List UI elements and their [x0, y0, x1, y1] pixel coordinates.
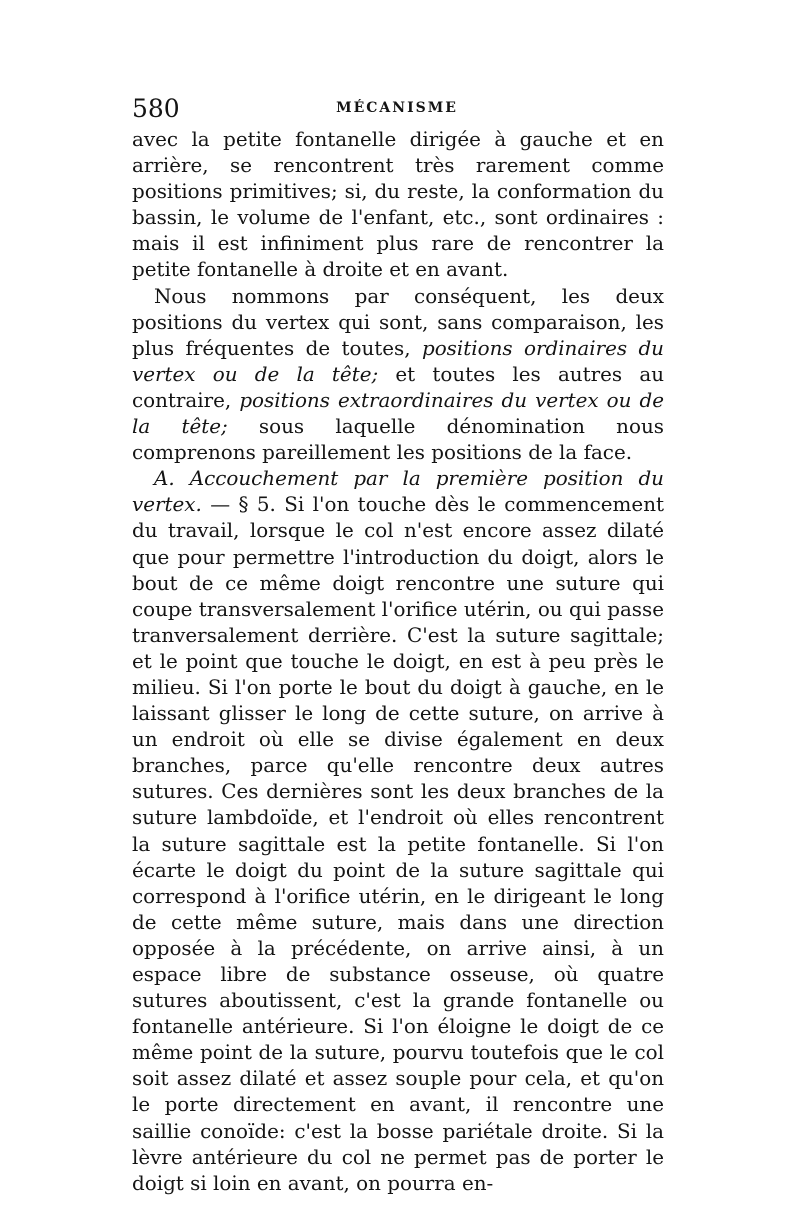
paragraph-2-text-c: et toutes les autres au contraire,: [132, 362, 664, 412]
paragraph-3: [132, 466, 664, 1197]
section-heading: A. Accouchement par la première position du vertex.: [132, 467, 664, 517]
body-text: [132, 127, 664, 1197]
term-extraordinary-positions: positions extraordinaires du vertex ou de la tête;: [132, 388, 664, 439]
paragraph-2-text-a: Nous nommons par conséquent, les deux positions du vertex qui sont, sans comparaison, les plus fréquentes de toutes,: [132, 284, 664, 360]
term-ordinary-positions: positions ordinaires du vertex ou de la tête;: [132, 336, 664, 386]
page-number: 580: [132, 94, 180, 123]
paragraph-2: [132, 284, 664, 467]
paragraph-3-text: — § 5. Si l'on touche dès le commencement du travail, lorsque le col n'est encore assez dilaté que pour permettre l'introduction du doigt, alors le bout de ce même doigt rencontre une suture qui coupe transversalement l'orifice utérin, ou qui passe tranversalement derrière. C'est la suture sagittale; et le point que touche le doigt, en est à peu près le milieu. Si l'on porte le bout du doigt à gauche, en le laissant glisser le long de cette suture, on arrive à un endroit où elle se divise également en deux branches, parce qu'elle rencontre deux autres sutures. Ces dernières sont les deux branches de la suture lambdoïde, et l'endroit où elles rencontrent la suture sagittale est la petite fontanelle. Si l'on écarte le doigt du point de la suture sagittale qui correspond à l'orifice utérin, en le dirigeant le long de cette même suture, mais dans une direction opposée à la précédente, on arrive ainsi, à un espace libre de substance osseuse, où quatre sutures aboutissent, c'est la grande fontanelle ou fontanelle antérieure. Si l'on éloigne le doigt de ce même point de la suture, pourvu toutefois que le col soit assez dilaté et assez souple pour cela, et qu'on le porte directement en avant, il rencontre une saillie conoïde: c'est la bosse pariétale droite. Si la lèvre antérieure du col ne permet pas de porter le doigt si loin en avant, on pourra en-: [132, 493, 664, 1195]
page-header: [132, 94, 662, 124]
paragraph-1: avec la petite fontanelle dirigée à gauche et en arrière, se rencontrent très rarement comme positions primitives; si, du reste, la conformation du bassin, le volume de l'enfant, etc., sont ordinaires : mais il est infiniment plus rare de rencontrer la petite fontanelle à droite et en avant.: [132, 128, 664, 282]
paragraph-2-text-e: sous laquelle dénomination nous comprenons pareillement les positions de la face.: [132, 415, 664, 465]
running-head: MÉCANISME: [336, 100, 458, 116]
